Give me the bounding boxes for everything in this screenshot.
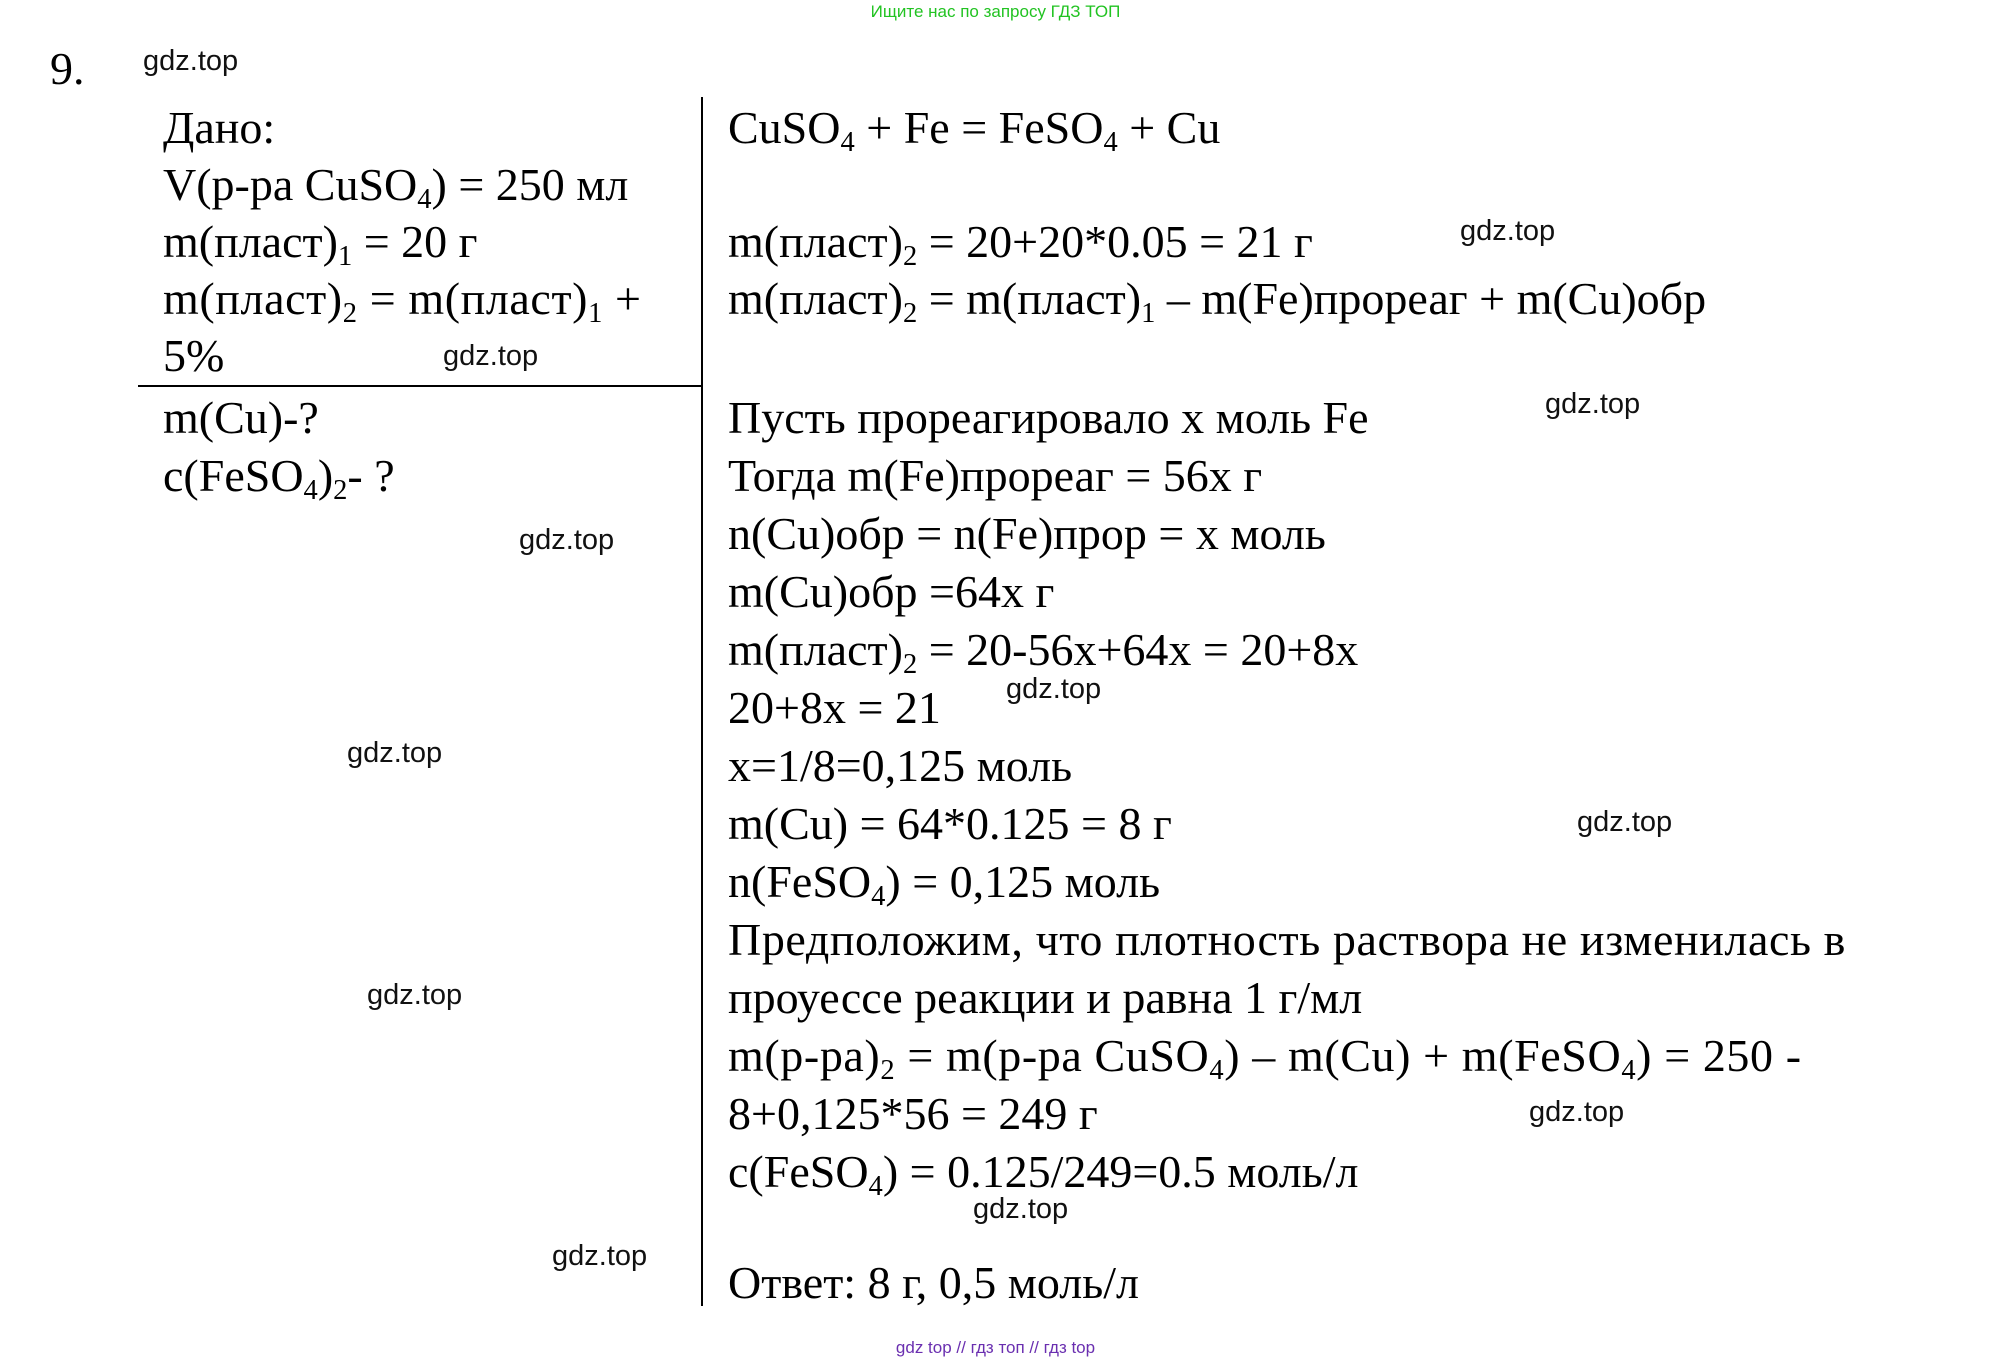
given-line-mass1: $m(пласт)_1 = 20$ г bbox=[163, 216, 478, 272]
solution-line: 8+0,125*56 = 249 г bbox=[728, 1088, 1098, 1139]
watermark: gdz.top bbox=[443, 340, 539, 372]
watermark: gdz.top bbox=[519, 524, 615, 556]
given-line-volume: V(р-ра CuSO$_4$) = 250 мл bbox=[163, 159, 629, 215]
solution-line: Тогда m(Fe)прореаг = 56x г bbox=[728, 450, 1263, 501]
footer-links[interactable]: gdz top // гдз топ // гдз top bbox=[895, 1338, 1096, 1357]
reaction-equation: CuSO$_4$ + Fe = FeSO$_4$ + Cu bbox=[728, 102, 1221, 158]
task-number: 9. bbox=[50, 43, 85, 94]
solution-line: m(Cu) = 64*0.125 = 8 г bbox=[728, 798, 1172, 849]
solution-line: c(FeSO$_4$) = 0.125/249=0.5 моль/л bbox=[728, 1146, 1359, 1202]
watermark: gdz.top bbox=[347, 737, 443, 769]
solution-line: $m(пласт)_2 = 20+20*0.05 = 21$ г bbox=[728, 216, 1313, 272]
watermark: gdz.top bbox=[1577, 806, 1673, 838]
watermark: gdz.top bbox=[973, 1193, 1069, 1225]
solution-line: $m(р-ра)_2 = m(р-ра$ CuSO$_4$) – m(Cu) + m(FeSO$_4$) = 250 - bbox=[728, 1030, 1802, 1086]
solution-line: проуессе реакции и равна 1 г/мл bbox=[728, 972, 1363, 1023]
watermark: gdz.top bbox=[367, 979, 463, 1011]
solution-line: $m(пласт)_2$ = $m(пласт)_1$ – m(Fe)прореаг + m(Cu)обр bbox=[728, 273, 1707, 329]
watermark: gdz.top bbox=[1529, 1096, 1625, 1128]
solution-line: n(Cu)обр = n(Fe)прор = x моль bbox=[728, 508, 1326, 559]
find-concentration: $c(FeSO_4)_2-$ ? bbox=[163, 450, 395, 506]
solution-line: n(FeSO$_4$) = 0,125 моль bbox=[728, 856, 1161, 912]
solution-line: Предположим, что плотность раствора не изменилась в bbox=[728, 914, 1847, 965]
find-mass-cu: m(Cu)-? bbox=[163, 392, 319, 443]
solution-line: 20+8x = 21 bbox=[728, 682, 941, 733]
watermark: gdz.top bbox=[1006, 673, 1102, 705]
watermark: gdz.top bbox=[143, 45, 239, 77]
given-line-mass2: $m(пласт)_2$ = $m(пласт)_1$ + bbox=[163, 273, 642, 329]
watermark: gdz.top bbox=[1545, 388, 1641, 420]
divider-horizontal bbox=[138, 385, 701, 387]
solution-line: m(Cu)обр =64x г bbox=[728, 566, 1055, 617]
answer-line: Ответ: 8 г, 0,5 моль/л bbox=[728, 1257, 1139, 1308]
divider-vertical bbox=[701, 97, 703, 1306]
given-title: Дано: bbox=[163, 102, 276, 153]
given-line-percent: 5% bbox=[163, 330, 225, 381]
watermark: gdz.top bbox=[1460, 215, 1556, 247]
top-banner[interactable]: Ищите нас по запросу ГДЗ ТОП bbox=[870, 2, 1121, 21]
watermark: gdz.top bbox=[552, 1240, 648, 1272]
solution-line: x=1/8=0,125 моль bbox=[728, 740, 1073, 791]
solution-line: Пусть прореагировало x моль Fe bbox=[728, 392, 1369, 443]
solution-line: $m(пласт)_2 = 20-56x+64x = 20+8x$ bbox=[728, 624, 1359, 680]
